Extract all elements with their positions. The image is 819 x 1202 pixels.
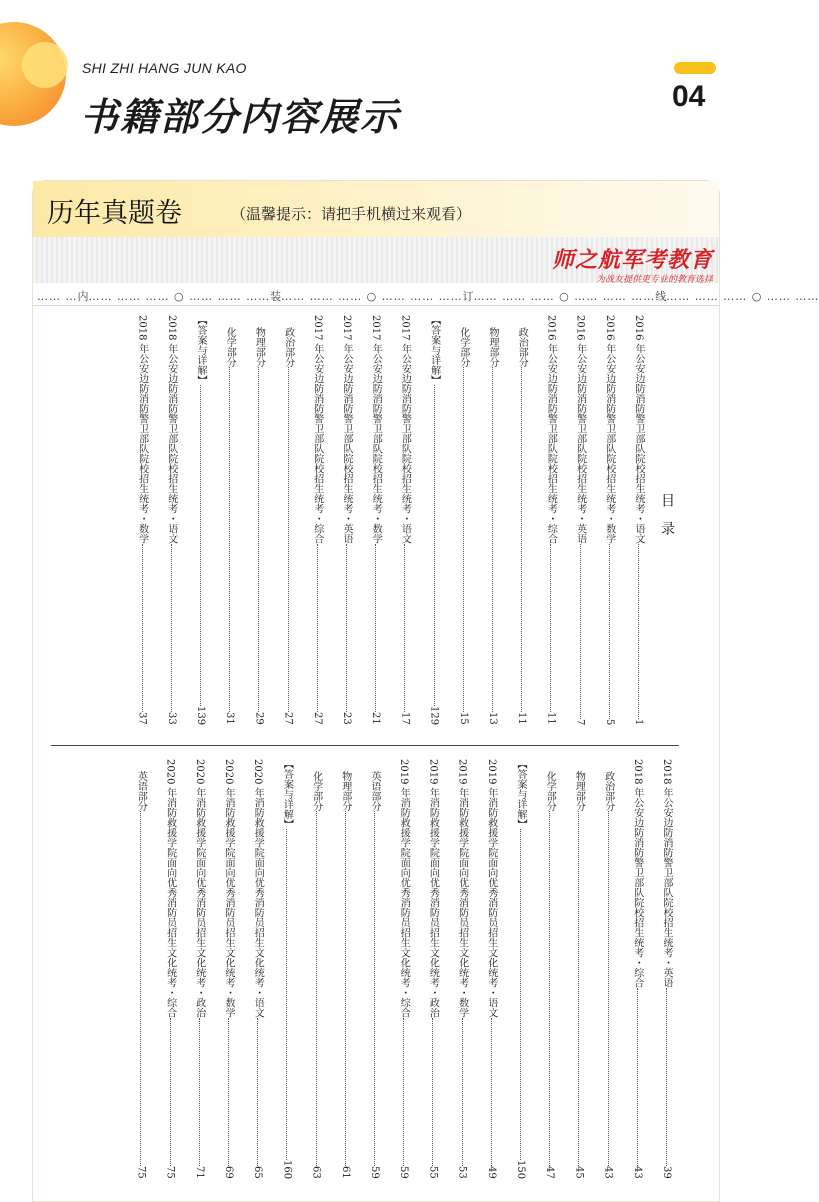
table-of-contents <box>33 313 719 1193</box>
toc-entry-page: 23 <box>341 712 352 725</box>
toc-leader-dots <box>549 811 550 1166</box>
toc-entry <box>455 759 470 1179</box>
toc-leader-dots <box>637 988 638 1167</box>
toc-entry <box>164 315 179 725</box>
toc-entry-page: 71 <box>193 1166 205 1179</box>
toc-entry <box>163 759 178 1179</box>
toc-leader-dots <box>258 367 259 712</box>
margin-rule <box>33 305 719 306</box>
toc-entry-title: 【答案与详解】 <box>428 315 440 385</box>
toc-leader-dots <box>317 544 318 713</box>
toc-entry <box>281 327 296 725</box>
toc-entry-title: 2016 年公安边防消防警卫部队院校招生统考・综合 <box>545 315 557 544</box>
toc-entry-page: 43 <box>631 1166 643 1179</box>
toc-entry <box>310 315 325 725</box>
toc-entry-title: 【答案与详解】 <box>195 315 206 385</box>
toc-entry-title: 2016 年公安边防消防警卫部队院校招生统考・语文 <box>633 315 644 544</box>
toc-entry-page: 21 <box>370 712 382 725</box>
toc-entry <box>514 327 529 725</box>
toc-leader-dots <box>580 544 581 719</box>
toc-entry <box>484 759 499 1179</box>
toc-entry-title: 【答案与详解】 <box>281 759 293 829</box>
toc-entry-page: 33 <box>165 712 177 725</box>
toc-entry-page: 31 <box>224 712 236 725</box>
margin-mark: 内 <box>77 290 89 303</box>
toc-entry-page: 59 <box>369 1166 380 1179</box>
toc-entry <box>513 759 528 1179</box>
toc-entry-page: 53 <box>456 1166 468 1179</box>
toc-leader-dots <box>316 811 317 1166</box>
section-title: 历年真题卷 <box>47 198 182 229</box>
toc-leader-dots <box>520 829 521 1160</box>
toc-entry <box>631 315 646 725</box>
toc-entry-title: 化学部分 <box>310 771 322 811</box>
publisher-logo <box>552 243 713 285</box>
toc-entry <box>338 771 353 1179</box>
toc-entry <box>279 759 294 1179</box>
toc-entry <box>193 315 208 725</box>
toc-entry <box>367 771 382 1179</box>
toc-leader-dots <box>666 988 667 1167</box>
toc-entry-title: 【答案与详解】 <box>515 759 526 829</box>
decorative-yellow-circle <box>22 42 68 88</box>
toc-entry-page: 43 <box>602 1166 614 1179</box>
toc-entry-page: 15 <box>457 712 469 725</box>
toc-leader-dots <box>609 544 610 719</box>
page-number-accent <box>674 62 716 74</box>
toc-leader-dots <box>288 367 289 712</box>
toc-entry-page: 75 <box>135 1166 147 1179</box>
toc-entry-page: 5 <box>603 718 615 725</box>
toc-entry-page: 27 <box>311 712 323 725</box>
toc-entry <box>456 327 471 725</box>
toc-entry-title: 2019 年消防救援学院面向优秀消防员招生文化统考・数学 <box>456 759 468 1018</box>
toc-leader-dots <box>171 544 172 713</box>
toc-leader-dots <box>492 367 493 712</box>
toc-entry-title: 2017 年公安边防消防警卫部队院校招生统考・语文 <box>399 315 411 544</box>
toc-leader-dots <box>228 1018 229 1167</box>
toc-entry-page: 150 <box>515 1159 526 1179</box>
toc-entry <box>250 759 265 1179</box>
toc-entry-title: 2018 年公安边防消防警卫部队院校招生统考・综合 <box>631 759 643 988</box>
toc-entry-title: 2020 年消防救援学院面向优秀消防员招生文化统考・政治 <box>193 759 205 1018</box>
toc-entry <box>222 327 237 725</box>
section-header <box>33 181 719 237</box>
toc-entry-page: 160 <box>281 1159 293 1179</box>
toc-entry <box>630 759 645 1179</box>
toc-entry-title: 物理部分 <box>573 771 585 811</box>
toc-entry-page: 7 <box>574 718 586 725</box>
page-title: 书籍部分内容展示 <box>80 95 401 139</box>
toc-block-separator <box>51 745 679 746</box>
toc-entry-page: 13 <box>487 712 498 725</box>
toc-entry <box>133 771 148 1179</box>
toc-entry <box>425 759 440 1179</box>
toc-entry-page: 61 <box>339 1166 351 1179</box>
toc-entry-page: 11 <box>545 712 557 725</box>
toc-entry-title: 2017 年公安边防消防警卫部队院校招生统考・英语 <box>341 315 352 544</box>
toc-entry-title: 2020 年消防救援学院面向优秀消防员招生文化统考・数学 <box>223 759 234 1018</box>
toc-entry-title: 2017 年公安边防消防警卫部队院校招生统考・数学 <box>370 315 382 544</box>
toc-leader-dots <box>432 1018 433 1167</box>
toc-entry <box>601 771 616 1179</box>
toc-leader-dots <box>491 1018 492 1167</box>
toc-entry <box>251 327 266 725</box>
toc-entry <box>573 315 588 725</box>
toc-leader-dots <box>608 811 609 1166</box>
toc-entry-title: 2018 年公安边防消防警卫部队院校招生统考・英语 <box>661 759 672 988</box>
toc-entry <box>135 315 150 725</box>
logo-title: 师之航军考教育 <box>551 248 713 273</box>
toc-entry-title: 2016 年公安边防消防警卫部队院校招生统考・数学 <box>603 315 615 544</box>
toc-entry-page: 49 <box>485 1166 497 1179</box>
toc-leader-dots <box>346 544 347 713</box>
margin-mark: 线 <box>655 290 667 303</box>
toc-entry-title: 物理部分 <box>339 771 351 811</box>
toc-entry-page: 65 <box>252 1166 264 1179</box>
toc-entry-page: 39 <box>661 1166 672 1179</box>
toc-entry <box>602 315 617 725</box>
toc-entry <box>368 315 383 725</box>
toc-entry-page: 47 <box>544 1166 556 1179</box>
toc-leader-dots <box>142 544 143 713</box>
toc-leader-dots <box>403 1018 404 1167</box>
toc-leader-dots <box>550 544 551 713</box>
toc-leader-dots <box>521 367 522 712</box>
toc-entry <box>309 771 324 1179</box>
content-card <box>32 180 819 1202</box>
toc-entry-title: 英语部分 <box>369 771 380 811</box>
toc-entry-page: 11 <box>516 712 528 725</box>
toc-entry-page: 69 <box>223 1166 234 1179</box>
toc-entry-page: 37 <box>136 712 148 725</box>
toc-heading: 目录 <box>659 493 675 549</box>
toc-entry-page: 1 <box>633 718 644 725</box>
toc-entry-page: 139 <box>195 705 206 725</box>
toc-entry-title: 2019 年消防救援学院面向优秀消防员招生文化统考・语文 <box>485 759 497 1018</box>
toc-entry <box>543 315 558 725</box>
toc-entry-title: 英语部分 <box>135 771 147 811</box>
toc-entry-title: 2019 年消防救援学院面向优秀消防员招生文化统考・政治 <box>427 759 439 1018</box>
toc-leader-dots <box>462 1018 463 1167</box>
toc-entry-page: 59 <box>398 1166 410 1179</box>
toc-entry-title: 政治部分 <box>282 327 294 367</box>
toc-entry <box>397 315 412 725</box>
header-eyebrow: SHI ZHI HANG JUN KAO <box>82 60 247 76</box>
toc-leader-dots <box>463 367 464 712</box>
toc-leader-dots <box>434 385 435 706</box>
toc-entry-page: 29 <box>253 712 265 725</box>
margin-mark: 装 <box>270 290 282 303</box>
toc-entry-title: 化学部分 <box>457 327 469 367</box>
toc-entry-title: 2018 年公安边防消防警卫部队院校招生统考・语文 <box>165 315 177 544</box>
toc-entry <box>659 759 674 1179</box>
toc-entry-title: 物理部分 <box>487 327 498 367</box>
toc-entry <box>485 327 500 725</box>
toc-leader-dots <box>199 1018 200 1167</box>
toc-entry-title: 政治部分 <box>602 771 614 811</box>
toc-entry-title: 化学部分 <box>544 771 556 811</box>
toc-entry-title: 物理部分 <box>253 327 265 367</box>
toc-leader-dots <box>140 811 141 1166</box>
toc-entry <box>396 759 411 1179</box>
toc-entry-page: 17 <box>399 712 411 725</box>
toc-entry <box>427 315 442 725</box>
toc-leader-dots <box>286 829 287 1160</box>
toc-entry-page: 55 <box>427 1166 439 1179</box>
logo-slogan: 为战友提供更专业的教育选择 <box>595 275 713 285</box>
toc-entry <box>221 759 236 1179</box>
toc-entry-page: 63 <box>310 1166 322 1179</box>
toc-leader-dots <box>638 544 639 719</box>
toc-entry <box>339 315 354 725</box>
toc-entry-page: 129 <box>428 705 440 725</box>
toc-leader-dots <box>578 811 579 1166</box>
toc-leader-dots <box>200 385 201 706</box>
toc-entry <box>192 759 207 1179</box>
book-page-preview <box>33 237 819 1201</box>
section-hint: （温馨提示：请把手机横过来观看） <box>231 205 472 223</box>
margin-mark: 订 <box>462 290 474 303</box>
toc-leader-dots <box>229 367 230 712</box>
toc-entry <box>571 771 586 1179</box>
toc-entry-title: 2020 年消防救援学院面向优秀消防员招生文化统考・语文 <box>252 759 264 1018</box>
toc-entry-page: 45 <box>573 1166 585 1179</box>
toc-leader-dots <box>375 544 376 713</box>
toc-leader-dots <box>257 1018 258 1167</box>
binding-margin-line: …… … 内 …… …… …… ○ …… …… …… 装 …… …… …… ○ …… …… …… 订 …… …… …… ○ …… …… …… 线 …… …… …… ○ …… …… <box>37 289 819 303</box>
toc-entry-title: 2018 年公安边防消防警卫部队院校招生统考・数学 <box>136 315 148 544</box>
toc-entry-title: 2016 年公安边防消防警卫部队院校招生统考・英语 <box>574 315 586 544</box>
toc-entry-page: 27 <box>282 712 294 725</box>
toc-entry-title: 政治部分 <box>516 327 528 367</box>
toc-entry-page: 75 <box>164 1166 176 1179</box>
page-number: 04 <box>672 80 706 113</box>
toc-entry-title: 2019 年消防救援学院面向优秀消防员招生文化统考・综合 <box>398 759 410 1018</box>
toc-entry <box>542 771 557 1179</box>
toc-leader-dots <box>345 811 346 1166</box>
toc-leader-dots <box>374 811 375 1166</box>
toc-entry-title: 2017 年公安边防消防警卫部队院校招生统考・综合 <box>311 315 323 544</box>
toc-leader-dots <box>170 1018 171 1167</box>
toc-leader-dots <box>404 544 405 713</box>
toc-entry-title: 化学部分 <box>224 327 236 367</box>
toc-entry-title: 2020 年消防救援学院面向优秀消防员招生文化统考・综合 <box>164 759 176 1018</box>
